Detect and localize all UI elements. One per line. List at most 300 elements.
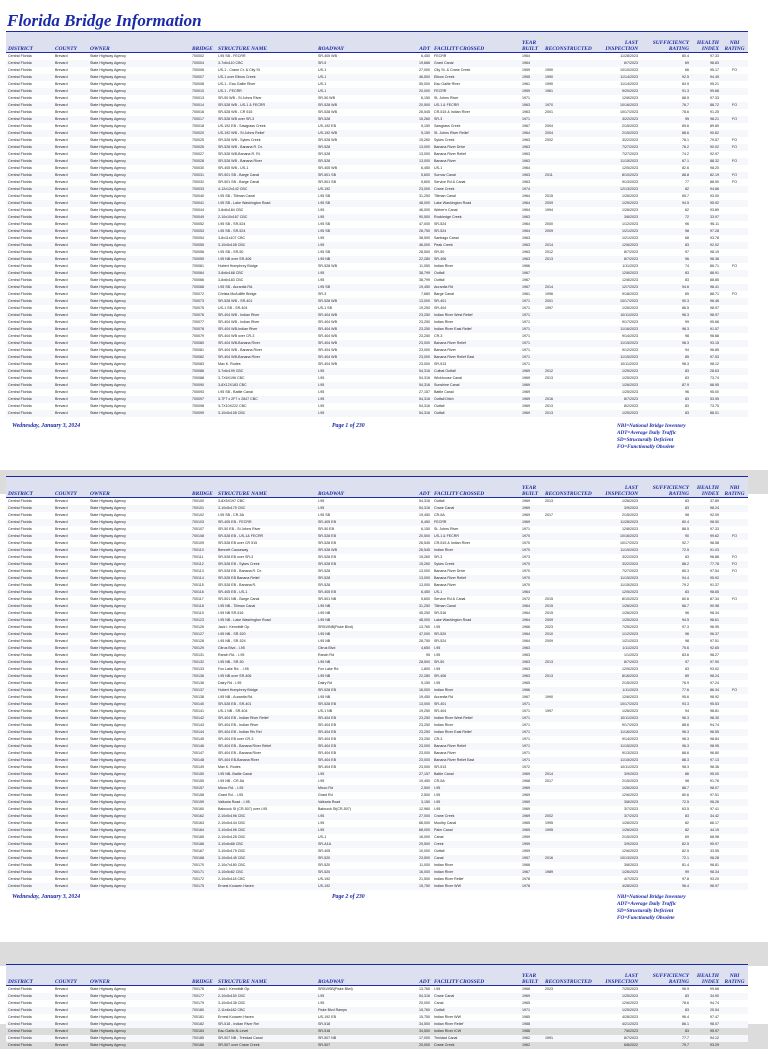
table-row [6,764,748,771]
table-cell: 15,750 [404,883,432,890]
table-cell: 28,500 [404,659,432,666]
table-cell: SR-501 SB - Barge Canal [218,180,260,184]
table-cell: 700129 [190,645,216,652]
table-cell: 55,000 [419,82,430,86]
table-cell: 700098 [192,404,204,408]
table-cell: 76.7 [640,102,691,109]
table-cell: 2/15/2023 [598,130,640,137]
table-cell: Rockledge Creek [432,214,520,221]
column-header: OWNER [88,965,190,986]
table-cell: 1971 [522,709,530,713]
table-cell [543,652,598,659]
table-cell: 1969 [520,396,543,403]
table-cell: SR-528 EB [316,533,404,540]
column-header: STRUCTURE NAME [216,477,316,498]
table-cell: Brevard [53,827,88,834]
table-cell: 1963 [522,152,530,156]
table-cell: 94.74 [710,1001,719,1005]
table-cell: Central Florida [6,410,53,417]
table-cell: SR-50 EB [318,527,334,531]
table-cell: 1/26/2023 [598,869,640,876]
table-cell: 4/7/2023 [624,877,638,881]
table-cell [721,673,748,680]
table-cell: State Highway Agency [88,200,190,207]
table-cell: Central Florida [6,757,53,764]
table-cell: 19,450 [419,779,430,783]
table-cell: State Highway Agency [88,74,190,81]
column-header: ADT [404,965,432,986]
table-cell: Creek [432,841,520,848]
table-cell [543,862,598,869]
table-cell: SR-528 WB [318,264,337,268]
table-header-row [6,965,748,986]
table-cell [543,389,598,396]
table-cell: Banana River [434,751,456,755]
table-cell: Brevard [53,130,88,137]
legend-nbi: NBI=National Bridge Inventory [617,423,686,429]
table-cell: US-1 over Elbow Creek [216,74,316,81]
table-cell: Central Florida [8,362,32,366]
table-cell: CR-5A [434,513,445,517]
table-row [6,88,748,95]
column-header: YEAR BUILT [520,32,543,53]
table-cell: 88.90 [710,180,719,184]
table-cell: 54,316 [419,404,430,408]
table-cell [721,207,748,214]
table-cell: 19,666 [404,60,432,67]
table-cell: 95.00 [691,771,721,778]
column-header: RECONSTRUCTED [543,32,598,53]
table-cell: 700123 [190,617,216,624]
table-cell: 700090 [190,382,216,389]
table-cell: 3-10x6x88 CBC [216,841,316,848]
table-cell: Central Florida [8,849,32,853]
footer-date: Wednesday, January 3, 2024 [12,423,81,429]
table-cell: 700136 [190,673,216,680]
table-cell: State Highway Agency [88,396,190,403]
table-cell: 3/22/2023 [598,116,640,123]
table-cell [721,410,748,417]
table-cell: Brevard [53,519,88,526]
table-cell: Banana River Relief [432,743,520,750]
table-cell: St. Johns River Relief [432,130,520,137]
table-cell [721,123,748,130]
table-cell: Central Florida [8,639,32,643]
table-cell: State Highway Agency [88,158,190,165]
table-cell: SR-520 [432,631,520,638]
table-cell: 700073 [190,298,216,305]
column-header: HEALTH INDEX [691,965,721,986]
table-cell: 15,750 [419,1015,430,1019]
table-cell: I-95 SB [318,250,330,254]
table-cell: 1970 [522,583,530,587]
table-cell: CR-5A [434,779,445,783]
table-cell: 2013 [543,673,598,680]
table-cell: 97.53 [691,354,721,361]
table-cell: 2-11x6x182 CBC [216,1007,316,1014]
table-cell: 700132 [190,659,216,666]
table-cell: 83 [685,1029,689,1033]
table-cell: 700033 [190,186,216,193]
table-cell: 1971 [520,340,543,347]
table-cell: Central Florida [8,541,32,545]
table-cell: Hubert Humphrey Bridge [216,687,316,694]
table-cell: Brevard [55,320,68,324]
table-cell: State Highway Agency [88,1007,190,1014]
table-cell: Brevard [53,883,88,890]
table-cell [721,526,748,533]
table-cell: Indian River West Relief [432,715,520,722]
table-cell: State Highway Agency [90,667,126,671]
table-cell: Central Florida [8,208,32,212]
table-cell: 8/7/2023 [598,659,640,666]
table-cell: 95.92 [691,200,721,207]
table-cell: 1/25/2023 [598,410,640,417]
table-cell [721,603,748,610]
table-cell: Brevard [53,1021,88,1028]
table-cell: SR-516 [434,611,447,615]
table-cell: 1989 [543,869,598,876]
table-cell [543,568,598,575]
table-cell: Central Florida [8,527,32,531]
table-cell: 13,000 [419,152,430,156]
table-cell: 1/1/2023 [624,653,638,657]
table-cell: Crane Creek [434,1043,455,1047]
table-cell: 1967 [520,284,543,291]
table-cell: 3/7/2023 [624,807,638,811]
table-cell: SR-405 WB - US-1 [218,166,249,170]
table-cell: Central Florida [8,152,32,156]
table-cell [543,165,598,172]
table-cell: Central Florida [8,709,32,713]
table-cell [721,645,748,652]
table-cell: State Highway Agency [90,362,126,366]
table-cell: I-95 [318,208,325,212]
table-cell [543,263,598,270]
column-header: ROADWAY [316,477,404,498]
table-cell: 2/15/2023 [622,681,638,685]
table-cell: 2013 [543,659,598,666]
table-cell: Central Florida [6,1021,53,1028]
table-cell [543,1028,598,1035]
table-row [6,368,748,375]
table-cell: 1964 [520,617,543,624]
table-cell: FO [732,569,737,573]
table-cell: 1970 [543,102,598,109]
table-cell: 1966 [522,987,530,991]
table-cell: Peak Creek [432,242,520,249]
table-cell: Brevard [55,625,68,629]
table-cell: Indian River [434,863,454,867]
table-cell: 1969 [520,505,543,512]
table-cell: Barge Canal [434,292,454,296]
table-cell: 1/25/2023 [598,993,640,1000]
table-cell: 1962 [522,1043,530,1047]
table-cell: SR-404 EB [318,751,336,755]
table-cell: 1969 [520,368,543,375]
table-cell: SR-50 [434,250,445,254]
table-cell: 34,500 [404,1021,432,1028]
column-header: HEALTH INDEX [691,477,721,498]
table-cell: Brevard [55,597,68,601]
table-cell: 3/9/2023 [598,505,640,512]
table-cell: 12/5/2023 [622,667,638,671]
table-cell: 1/11/2023 [598,645,640,652]
table-cell [721,319,748,326]
table-cell [721,883,748,890]
table-cell: 22,280 [404,673,432,680]
column-header: OWNER [88,477,190,498]
table-cell: I-95 [318,278,325,282]
table-cell: 1/11/2023 [622,264,638,268]
table-cell [543,785,598,792]
table-cell [543,589,598,596]
table-cell: SR-3 [318,292,327,296]
table-cell: State Highway Agency [88,869,190,876]
column-header: ADT [404,477,432,498]
table-cell: 2/15/2023 [622,779,638,783]
table-cell: Central Florida [8,681,32,685]
table-cell: 1963 [522,236,530,240]
table-cell: Brevard [53,144,88,151]
table-cell: 1970 [522,541,530,545]
table-cell: I-95 [316,505,404,512]
table-cell: Central Florida [6,813,53,820]
table-cell: State Highway Agency [88,631,190,638]
table-cell: 27,157 [404,771,432,778]
table-cell: 98 [685,513,689,517]
table-cell: Brevard [55,849,68,853]
table-cell: 92.97 [710,152,719,156]
table-cell: 700181 [192,1015,204,1019]
table-cell: 1971 [522,348,530,352]
table-cell: State Highway Agency [88,855,190,862]
table-cell: State Highway Agency [90,625,126,629]
table-cell: 11/16/2023 [598,326,640,333]
table-cell: 3/22/2023 [622,555,638,559]
table-cell: 94.66 [691,186,721,193]
table-cell: 700040 [192,194,204,198]
legend-nbi: NBI=National Bridge Inventory [617,894,686,900]
table-cell: Palm Canal [432,827,520,834]
table-cell: I-95 [434,681,441,685]
table-cell: I-95 NB [316,631,404,638]
table-cell: 700133 [192,667,204,671]
table-cell: 23,000 [404,354,432,361]
table-cell: 1/26/2023 [622,194,638,198]
table-cell: I-95 SB - Aurantia Rd. [216,284,316,291]
table-cell: 91.37 [710,583,719,587]
table-cell: State Highway Agency [88,813,190,820]
table-cell: State Highway Agency [90,320,126,324]
table-cell: 83 [640,505,691,512]
table-cell: 83 [640,368,691,375]
table-cell: 1971 [522,320,530,324]
table-cell [721,1042,748,1049]
table-cell: SR-404 WB [316,326,404,333]
table-cell: State Highway Agency [90,278,126,282]
table-cell: 96.3 [640,743,691,750]
table-cell: SR-528 EB - Banana R. Dr. [218,569,262,573]
table-cell: 700078 [190,326,216,333]
table-cell: 88.6 [682,751,689,755]
table-cell: Central Florida [8,583,32,587]
table-cell: 2015 [545,611,553,615]
table-cell: 98.97 [710,306,719,310]
table-cell: I-95 NB - SR-50 [216,659,316,666]
table-cell: 3-10x5x108 CBC [216,410,316,417]
table-cell: 1966 [522,625,530,629]
table-cell: I-95 [316,214,404,221]
table-cell: Brevard [55,541,68,545]
table-cell: Central Florida [6,88,53,95]
table-cell: 72 [640,214,691,221]
table-cell: 1970 [520,575,543,582]
table-cell: SR-528 WB over SR-3 [216,116,316,123]
table-cell: SR-528 EB - SR-401 [216,701,316,708]
table-cell: 85 [640,354,691,361]
table-cell: FO [721,144,748,151]
table-cell: 88.32 [691,158,721,165]
table-cell: State Highway Agency [88,116,190,123]
table-cell: 700127 [190,631,216,638]
column-header: HEALTH INDEX [691,32,721,53]
table-cell: 1970 [520,547,543,554]
table-cell: Central Florida [8,222,32,226]
table-cell: Banana River [432,158,520,165]
table-cell: Brevard [55,404,68,408]
table-cell: State Highway Agency [88,603,190,610]
table-cell: 1971 [520,701,543,708]
table-cell: State Highway Agency [90,639,126,643]
table-cell: Central Florida [6,1035,53,1042]
table-cell: 1967 [522,124,530,128]
table-cell: Brevard [53,200,88,207]
table-cell [721,277,748,284]
table-cell: 96 [685,611,689,615]
table-cell: SR-50 [432,659,520,666]
table-cell [721,53,748,61]
table-cell: I-95 [434,793,441,797]
table-cell: State Highway Agency [88,673,190,680]
table-cell: 72.5 [640,799,691,806]
table-cell: SR-524 [434,639,447,643]
table-cell: SR-528 EB [316,687,404,694]
table-cell: 19,450 [419,695,430,699]
table-cell: 700118 [190,603,216,610]
table-cell: 700006 [192,68,204,72]
table-cell: Brevard [55,639,68,643]
table-cell: Central Florida [8,863,32,867]
table-cell: 1971 [520,326,543,333]
table-cell: Brevard [55,611,68,615]
table-cell: I-95 [316,771,404,778]
table-cell: 16,000 [419,835,430,839]
table-cell: SR-404 EB - Indian Riv Rel [216,729,316,736]
table-cell: 12/8/2023 [622,278,638,282]
table-cell: I-95 [318,779,325,783]
table-cell: 2/15/2023 [622,124,638,128]
table-cell: I-95 [318,404,325,408]
table-cell: Brevard [53,116,88,123]
table-cell: Brevard [55,513,68,517]
table-cell: 12/6/2023 [622,1001,638,1005]
table-cell: 700032 [192,180,204,184]
table-cell: State Highway Agency [90,54,126,58]
table-cell: State Highway Agency [88,354,190,361]
table-cell: 2012 [543,368,598,375]
table-cell: 1971 [522,723,530,727]
report-page-2 [0,485,768,942]
table-cell: US-1 & FECRR [432,533,520,540]
table-cell: 10/16/2023 [598,102,640,109]
table-cell: Central Florida [8,166,32,170]
table-row [6,715,748,722]
table-cell [721,347,748,354]
table-cell [721,806,748,813]
table-cell: 1997 [545,709,553,713]
table-row [6,666,748,673]
table-cell: 99 [640,869,691,876]
table-cell: State Highway Agency [90,1001,126,1005]
table-cell: 700018 [192,124,204,128]
table-cell: Central Florida [8,82,32,86]
table-cell: SR-404 WB [318,362,337,366]
table-row [6,186,748,193]
table-cell: I-95 [318,1001,325,1005]
table-cell: 1990 [543,74,598,81]
table-cell [721,298,748,305]
table-cell: I-95 SB - Tillman Canal [218,194,255,198]
table-cell [543,792,598,799]
table-cell: FO [732,292,737,296]
table-cell: I-95 SB - SR-50 [218,250,244,254]
table-row [6,526,748,533]
table-cell: 2023 [545,625,553,629]
table-cell: 6,150 [421,96,430,100]
table-cell: I-95 SB [316,200,404,207]
table-cell: 97.24 [710,681,719,685]
table-cell: 1969 [520,799,543,806]
table-cell: 1/26/2023 [598,827,640,834]
table-cell: SR-404 EB [318,737,336,741]
table-cell: US-1 [434,166,443,170]
table-cell: Central Florida [8,68,32,72]
table-cell: SR-404 WB [318,334,337,338]
table-cell: 700093 [192,390,204,394]
table-cell: 3-10x5x196 CBC [216,827,316,834]
table-row [6,221,748,228]
table-row [6,333,748,340]
table-cell: FO [732,180,737,184]
column-header: NBI RATING [721,32,748,53]
table-cell: 86.34 [691,687,721,694]
table-cell: 700088 [192,376,204,380]
table-cell: 1969 [522,793,530,797]
table-cell: 1971 [522,96,530,100]
table-cell: 1963 [520,659,543,666]
table-cell: 98.24 [691,505,721,512]
table-cell: Central Florida [6,214,53,221]
table-cell [543,319,598,326]
table-cell: 1963 [520,673,543,680]
table-row [6,74,748,81]
table-cell: 66.7 [640,603,691,610]
table-cell: 23,000 [419,348,430,352]
table-cell: 97.33 [710,96,719,100]
table-cell: Brevard [53,533,88,540]
table-cell: Central Florida [6,743,53,750]
